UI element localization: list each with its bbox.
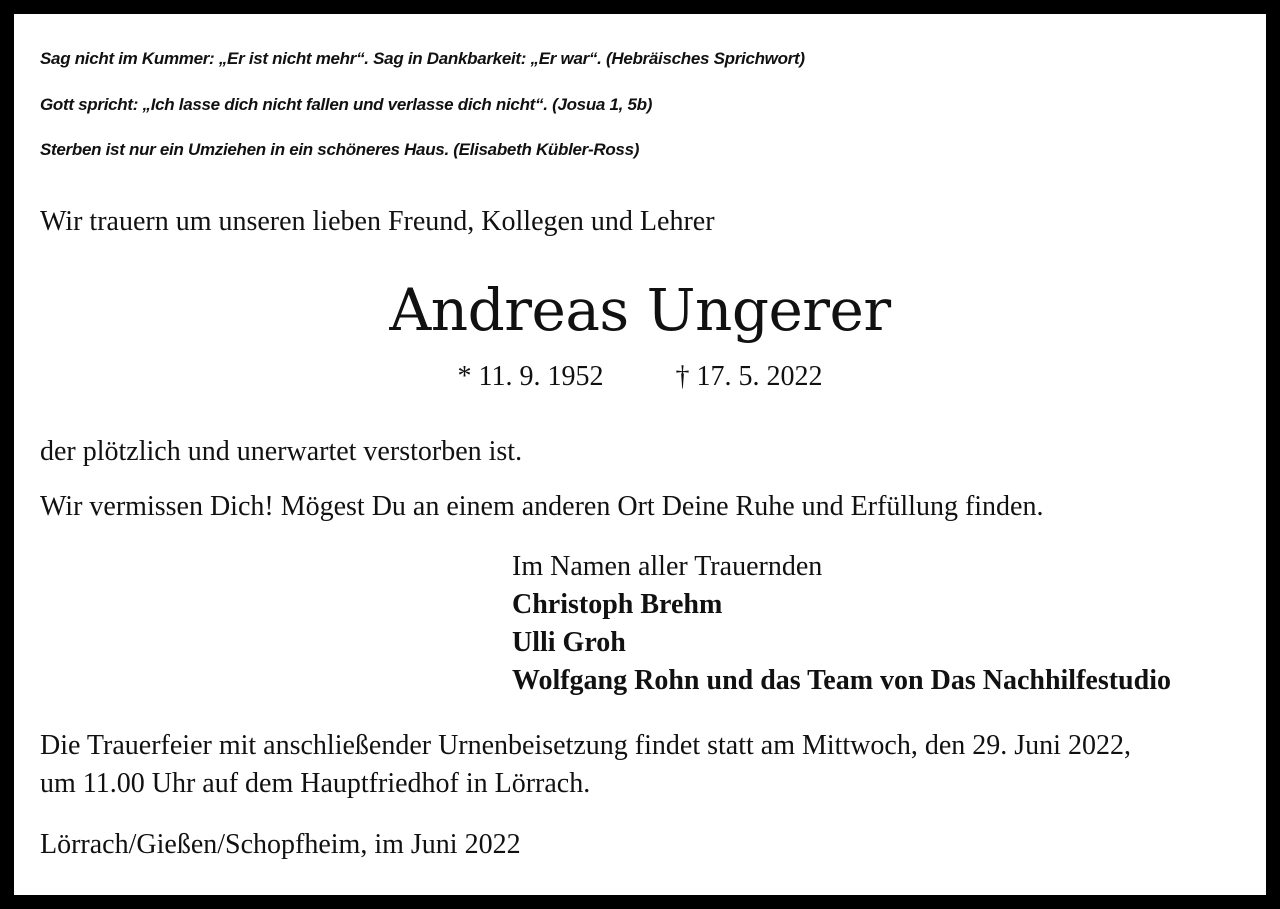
life-dates bbox=[14, 361, 1266, 393]
obituary-notice bbox=[14, 14, 1266, 895]
ceremony-line: Die Trauerfeier mit anschließender Urnenbeisetzung findet statt am Mittwoch, den 29. Juni 2022, bbox=[40, 730, 1131, 761]
sudden-death-text: der plötzlich und unerwartet verstorben ist. bbox=[40, 436, 523, 467]
place-and-date: Lörrach/Gießen/Schopfheim, im Juni 2022 bbox=[40, 829, 521, 860]
mourners-block bbox=[512, 548, 1171, 700]
ceremony-info bbox=[40, 727, 1131, 803]
mourner-name: Christoph Brehm bbox=[512, 589, 723, 620]
deceased-name: Andreas Ungerer bbox=[389, 276, 891, 344]
intro-text: Wir trauern um unseren lieben Freund, Kollegen und Lehrer bbox=[40, 206, 715, 237]
mourner-name: Ulli Groh bbox=[512, 627, 626, 658]
birth-date: * 11. 9. 1952 bbox=[457, 361, 604, 392]
ceremony-line: um 11.00 Uhr auf dem Hauptfriedhof in Lörrach. bbox=[40, 768, 591, 799]
death-date: † 17. 5. 2022 bbox=[675, 361, 823, 392]
quote-hebrew-proverb: Sag nicht im Kummer: „Er ist nicht mehr“. Sag in Dankbarkeit: „Er war“. (Hebräisches Sprichwort) bbox=[40, 49, 805, 68]
farewell-text: Wir vermissen Dich! Mögest Du an einem anderen Ort Deine Ruhe und Erfüllung finden. bbox=[40, 491, 1044, 522]
quote-joshua: Gott spricht: „Ich lasse dich nicht fallen und verlasse dich nicht“. (Josua 1, 5b) bbox=[40, 95, 653, 114]
mourners-intro: Im Namen aller Trauernden bbox=[512, 551, 823, 582]
quote-kubler-ross: Sterben ist nur ein Umziehen in ein schöneres Haus. (Elisabeth Kübler-Ross) bbox=[40, 140, 640, 159]
mourner-name: Wolfgang Rohn und das Team von Das Nachhilfestudio bbox=[512, 665, 1171, 696]
